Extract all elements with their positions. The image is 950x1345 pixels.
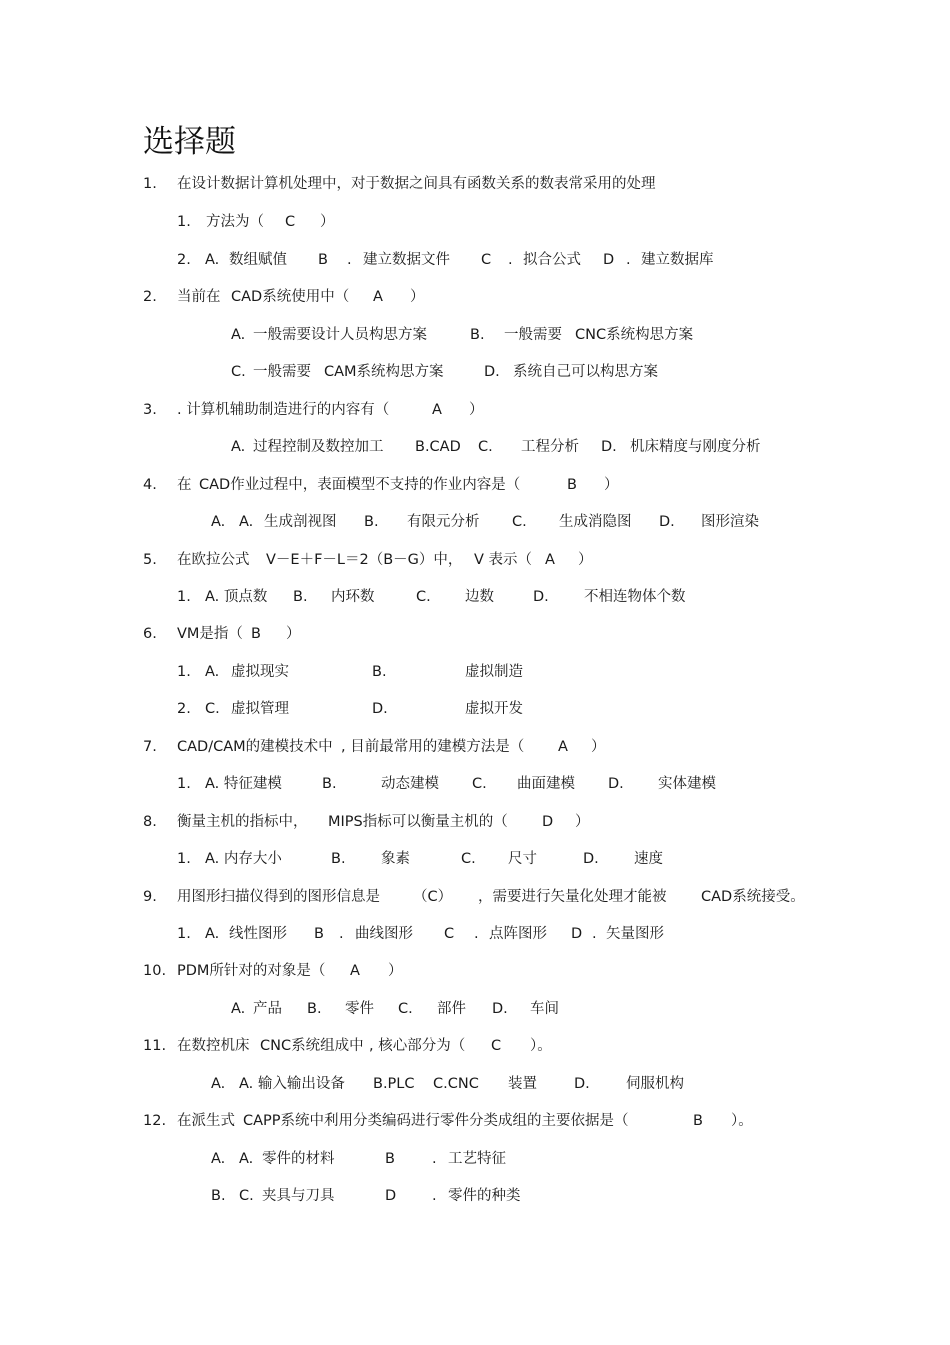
text-segment: , 核心部分为（	[369, 1038, 466, 1054]
text-segment: C.	[461, 851, 476, 867]
text-segment: A	[545, 552, 555, 568]
text-segment: 零件的材料	[262, 1151, 335, 1167]
text-segment: B.	[307, 1001, 322, 1017]
text-segment: 2.	[177, 252, 191, 268]
text-segment: CNC系统构思方案	[575, 327, 694, 343]
text-segment: 2.	[143, 289, 157, 305]
text-segment: 夹具与刀具	[262, 1188, 335, 1204]
text-segment: 7.	[143, 739, 157, 755]
text-segment: C.CNC	[433, 1076, 479, 1092]
text-segment: A.	[231, 1001, 246, 1017]
text-segment: A. 顶点数	[205, 589, 268, 605]
text-segment: D.	[583, 851, 599, 867]
text-segment: 8.	[143, 814, 157, 830]
text-segment: PDM所针对的对象是（	[177, 963, 326, 979]
text-segment: CAD系统接受。	[701, 889, 805, 905]
text-segment: B.	[364, 514, 379, 530]
text-segment: .	[432, 1151, 437, 1167]
text-segment: 一般需要设计人员构思方案	[253, 327, 427, 343]
text-segment: 1.	[177, 851, 191, 867]
text-segment: 生成消隐图	[559, 514, 632, 530]
text-segment: C.	[239, 1188, 254, 1204]
text-segment: 在	[177, 477, 192, 493]
text-segment: .	[592, 926, 597, 942]
page-title: 选择题	[143, 124, 236, 160]
text-segment: C.	[205, 701, 220, 717]
text-segment: 速度	[634, 851, 663, 867]
text-segment: D	[571, 926, 583, 942]
text-segment: B	[318, 252, 328, 268]
text-segment: 过程控制及数控加工	[253, 439, 384, 455]
text-segment: CAM系统构思方案	[324, 364, 444, 380]
text-segment: ）	[286, 626, 301, 642]
text-segment: 曲面建模	[517, 776, 575, 792]
text-segment: 零件	[345, 1001, 374, 1017]
text-segment: A	[432, 402, 442, 418]
text-segment: A.	[231, 327, 246, 343]
text-segment: 当前在	[177, 289, 221, 305]
text-segment: C.	[512, 514, 527, 530]
text-segment: B.	[322, 776, 337, 792]
text-segment: B	[385, 1151, 395, 1167]
text-segment: CNC系统组成中	[260, 1038, 364, 1054]
text-segment: ，需要进行矢量化处理才能被	[478, 889, 667, 905]
text-segment: D.	[484, 364, 500, 380]
text-segment: 9.	[143, 889, 157, 905]
text-segment: 内环数	[331, 589, 375, 605]
text-segment: D.	[659, 514, 675, 530]
text-segment: C.	[478, 439, 493, 455]
text-segment: 不相连物体个数	[584, 589, 686, 605]
text-segment: 1.	[177, 664, 191, 680]
text-segment: 在欧拉公式	[177, 552, 250, 568]
text-segment: 方法为（	[206, 214, 264, 230]
text-segment: A	[373, 289, 383, 305]
text-segment: ）	[388, 963, 403, 979]
text-segment: D	[385, 1188, 397, 1204]
text-segment: ）	[604, 477, 619, 493]
text-segment: 图形渲染	[701, 514, 759, 530]
text-segment: 虚拟现实	[231, 664, 289, 680]
text-segment: 象素	[381, 851, 410, 867]
text-segment: 建立数据文件	[363, 252, 450, 268]
text-segment: C	[285, 214, 296, 230]
text-segment: 产品	[253, 1001, 282, 1017]
text-segment: , 目前最常用的建模方法是（	[341, 739, 525, 755]
text-segment: 机床精度与刚度分析	[630, 439, 761, 455]
text-segment: 1.	[177, 214, 191, 230]
text-segment: A.	[211, 1151, 226, 1167]
text-segment: B	[314, 926, 324, 942]
text-segment: 6.	[143, 626, 157, 642]
text-segment: 工艺特征	[448, 1151, 506, 1167]
text-segment: B.	[293, 589, 308, 605]
text-segment: 曲线图形	[355, 926, 413, 942]
text-segment: V 表示（	[474, 552, 533, 568]
text-segment: B.	[470, 327, 485, 343]
text-segment: .	[626, 252, 631, 268]
text-segment: CAPP系统中利用分类编码进行零件分类成组的主要依据是（	[243, 1113, 629, 1129]
text-segment: A. 特征建模	[205, 776, 282, 792]
text-segment: 2.	[177, 701, 191, 717]
text-segment: D.	[492, 1001, 508, 1017]
text-segment: A.	[205, 664, 220, 680]
text-segment: 伺服机构	[626, 1076, 684, 1092]
text-segment: V－E＋F－L＝2（B－G）中，	[266, 552, 463, 568]
text-segment: 1.	[177, 926, 191, 942]
text-segment: D	[542, 814, 554, 830]
text-segment: 在派生式	[177, 1113, 235, 1129]
text-segment: 虚拟开发	[465, 701, 523, 717]
text-segment: A.	[239, 514, 254, 530]
text-segment: B.	[331, 851, 346, 867]
text-segment: 系统自己可以构思方案	[513, 364, 658, 380]
text-segment: 4.	[143, 477, 157, 493]
text-segment: 5.	[143, 552, 157, 568]
text-segment: 矢量图形	[606, 926, 664, 942]
text-segment: 车间	[530, 1001, 559, 1017]
text-segment: 在设计数据计算机处理中，对于数据之间具有函数关系的数表常采用的处理	[177, 176, 656, 192]
text-segment: 1.	[143, 176, 157, 192]
text-segment: CAD作业过程中，表面模型不支持的作业内容是（	[199, 477, 521, 493]
text-segment: 用图形扫描仪得到的图形信息是	[177, 889, 380, 905]
text-segment: B.	[372, 664, 387, 680]
text-segment: 生成剖视图	[264, 514, 337, 530]
text-segment: 一般需要	[504, 327, 562, 343]
text-segment: 线性图形	[229, 926, 287, 942]
text-segment: ）	[410, 289, 425, 305]
text-segment: C.	[398, 1001, 413, 1017]
text-segment: B.	[211, 1188, 226, 1204]
text-segment: A.	[205, 252, 220, 268]
text-segment: 数组赋值	[229, 252, 287, 268]
text-segment: A. 输入输出设备	[239, 1076, 345, 1092]
text-segment: D	[603, 252, 615, 268]
text-segment: ）	[469, 402, 484, 418]
text-segment: 1.	[177, 776, 191, 792]
text-segment: 3.	[143, 402, 157, 418]
text-segment: ）	[575, 814, 590, 830]
text-segment: 1.	[177, 589, 191, 605]
text-segment: ）	[591, 739, 606, 755]
text-segment: 衡量主机的指标中，	[177, 814, 308, 830]
text-segment: ）	[320, 214, 335, 230]
text-segment: B	[251, 626, 261, 642]
text-segment: 11.	[143, 1038, 167, 1054]
text-segment: D.	[601, 439, 617, 455]
text-segment: C	[444, 926, 455, 942]
text-segment: C.	[472, 776, 487, 792]
text-segment: .	[347, 252, 352, 268]
text-segment: A.	[211, 1076, 226, 1092]
text-segment: 工程分析	[521, 439, 579, 455]
text-segment: ）。	[530, 1038, 552, 1054]
text-segment: C	[491, 1038, 502, 1054]
text-segment: D.	[608, 776, 624, 792]
text-segment: A.	[239, 1151, 254, 1167]
text-segment: 虚拟制造	[465, 664, 523, 680]
text-segment: D.	[533, 589, 549, 605]
text-segment: A	[558, 739, 568, 755]
text-segment: . 计算机辅助制造进行的内容有（	[177, 402, 390, 418]
text-segment: .	[474, 926, 479, 942]
text-segment: A.	[205, 926, 220, 942]
text-segment: 一般需要	[253, 364, 311, 380]
text-segment: 部件	[437, 1001, 466, 1017]
text-segment: 10.	[143, 963, 167, 979]
text-segment: 点阵图形	[489, 926, 547, 942]
text-segment: 动态建模	[381, 776, 439, 792]
text-segment: B	[567, 477, 577, 493]
text-segment: B.CAD	[415, 439, 461, 455]
text-segment: A. 内存大小	[205, 851, 282, 867]
text-segment: A.	[231, 439, 246, 455]
text-segment: B.PLC	[373, 1076, 415, 1092]
text-segment: ）。	[731, 1113, 753, 1129]
text-segment: C	[481, 252, 492, 268]
text-segment: A.	[211, 514, 226, 530]
text-segment: 虚拟管理	[231, 701, 289, 717]
text-segment: 实体建模	[658, 776, 716, 792]
text-segment: .	[339, 926, 344, 942]
text-segment: MIPS指标可以衡量主机的（	[328, 814, 508, 830]
text-segment: C.	[416, 589, 431, 605]
text-segment: 有限元分析	[407, 514, 480, 530]
text-segment: ）	[578, 552, 593, 568]
text-segment: D.	[574, 1076, 590, 1092]
text-segment: 在数控机床	[177, 1038, 250, 1054]
text-segment: 12.	[143, 1113, 167, 1129]
text-segment: VM是指（	[177, 626, 243, 642]
text-segment: 装置	[508, 1076, 537, 1092]
text-segment: B	[693, 1113, 703, 1129]
text-segment: 拟合公式	[523, 252, 581, 268]
text-segment: 尺寸	[508, 851, 537, 867]
text-segment: .	[508, 252, 513, 268]
text-segment: D.	[372, 701, 388, 717]
text-segment: （C）	[413, 889, 453, 905]
text-segment: C.	[231, 364, 246, 380]
text-segment: CAD系统使用中（	[231, 289, 350, 305]
text-segment: .	[432, 1188, 437, 1204]
text-segment: CAD/CAM的建模技术中	[177, 739, 333, 755]
text-segment: A	[350, 963, 360, 979]
text-segment: 建立数据库	[641, 252, 714, 268]
text-segment: 边数	[465, 589, 494, 605]
text-segment: 零件的种类	[448, 1188, 521, 1204]
